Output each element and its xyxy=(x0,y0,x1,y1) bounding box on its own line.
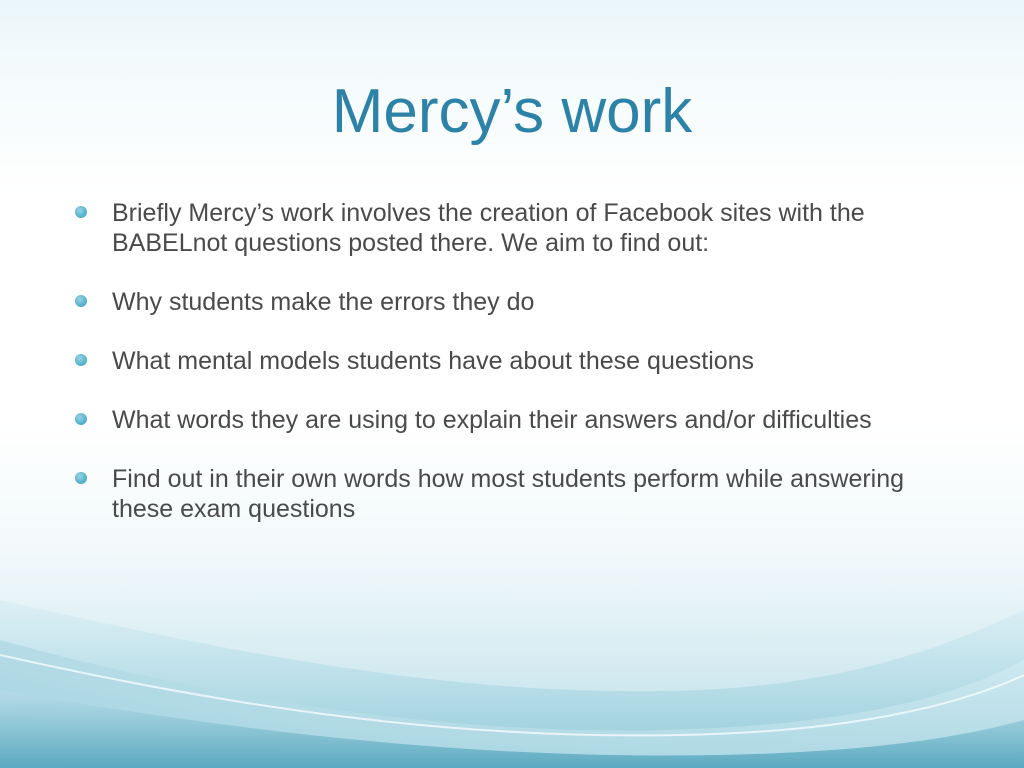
bullet-text: What mental models students have about these questions xyxy=(112,347,755,375)
bullet-text: Find out in their own words how most students perform while answering these exam questions xyxy=(112,465,905,523)
bullet-dot-icon xyxy=(75,295,87,307)
bullet-list xyxy=(74,198,954,553)
bullet-item xyxy=(74,287,954,317)
bullet-dot-icon xyxy=(75,206,87,218)
bullet-text: Briefly Mercy’s work involves the creation of Facebook sites with the BABELnot questions posted there. We aim to find out: xyxy=(112,199,865,257)
bullet-text: Why students make the errors they do xyxy=(112,288,535,316)
bullet-dot-icon xyxy=(75,472,87,484)
bullet-text: What words they are using to explain their answers and/or difficulties xyxy=(112,406,872,434)
slide-title: Mercy’s work xyxy=(331,77,693,146)
bullet-item xyxy=(74,405,954,435)
bullet-item xyxy=(74,464,954,524)
bullet-dot-icon xyxy=(75,413,87,425)
bullet-item xyxy=(74,198,954,258)
bullet-dot-icon xyxy=(75,354,87,366)
bullet-item xyxy=(74,346,954,376)
